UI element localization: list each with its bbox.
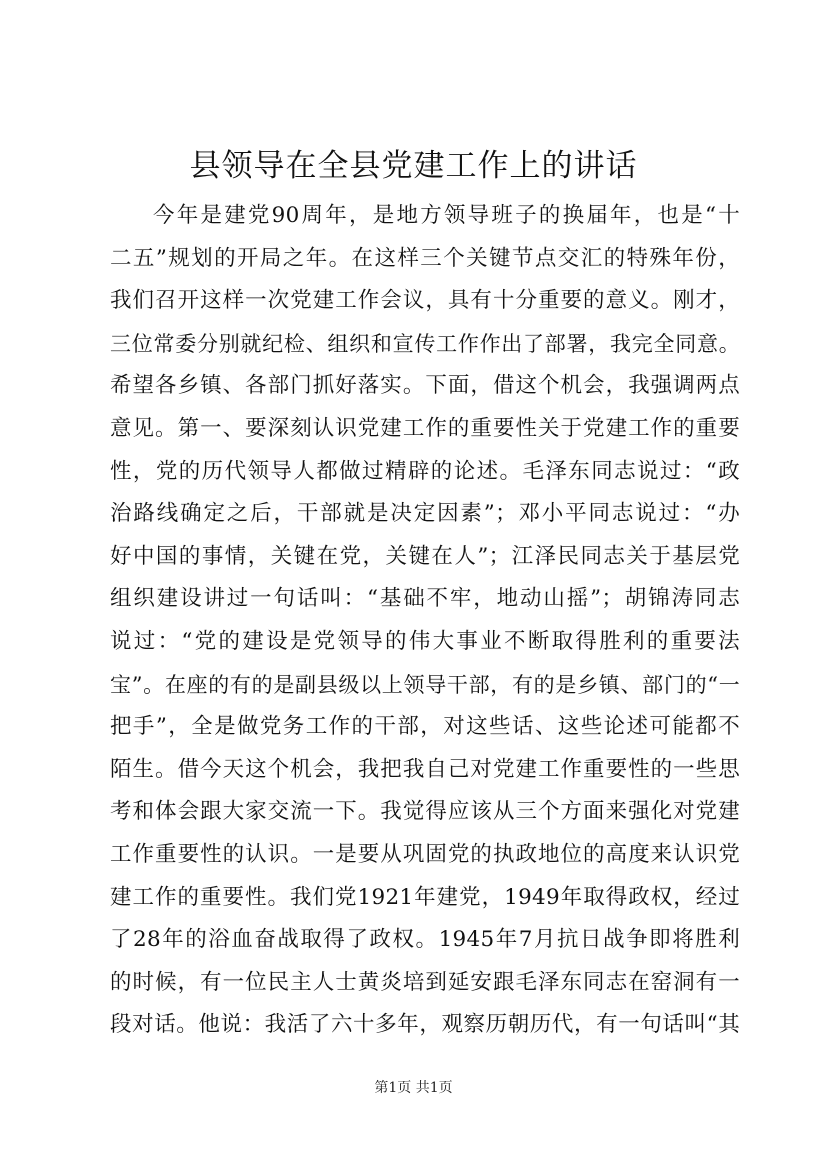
text-line: 宝”。在座的有的是副县级以上领导干部，有的是乡镇、部门的“一 <box>110 672 740 697</box>
text-line: 意见。第一、要深刻认识党建工作的重要性关于党建工作的重要 <box>110 415 740 441</box>
text-line: 把手”，全是做党务工作的干部，对这些话、这些论述可能都不 <box>110 714 740 740</box>
text-line: 今年是建党90周年，是地方领导班子的换届年，也是“十 <box>153 203 740 228</box>
body-text <box>110 195 740 1047</box>
text-line: 组织建设讲过一句话叫：“基础不牢，地动山摇”；胡锦涛同志 <box>110 586 740 612</box>
text-line: 考和体会跟大家交流一下。我觉得应该从三个方面来强化对党建 <box>110 799 740 825</box>
text-line: 工作重要性的认识。一是要从巩固党的执政地位的高度来认识党 <box>110 841 740 867</box>
text-line: 说过：“党的建设是党领导的伟大事业不断取得胜利的重要法 <box>110 628 740 654</box>
text-line: 三位常委分别就纪检、组织和宣传工作作出了部署，我完全同意。 <box>110 331 740 356</box>
text-line: 的时候，有一位民主人士黄炎培到延安跟毛泽东同志在窑洞有一 <box>110 969 740 995</box>
text-line: 希望各乡镇、各部门抓好落实。下面，借这个机会，我强调两点 <box>110 373 740 399</box>
text-line: 陌生。借今天这个机会，我把我自己对党建工作重要性的一些思 <box>110 756 740 782</box>
text-line: 我们召开这样一次党建工作会议，具有十分重要的意义。刚才， <box>110 288 740 314</box>
text-line: 二五”规划的开局之年。在这样三个关键节点交汇的特殊年份， <box>110 245 740 271</box>
text-line: 了28年的浴血奋战取得了政权。1945年7月抗日战争即将胜利 <box>110 927 740 953</box>
text-line: 段对话。他说：我活了六十多年，观察历朝历代，有一句话叫“其 <box>110 1012 740 1038</box>
page-number-footer: 第1页 共1页 <box>374 1080 453 1096</box>
text-line: 好中国的事情，关键在党，关键在人”；江泽民同志关于基层党 <box>110 543 740 569</box>
document-title: 县领导在全县党建工作上的讲话 <box>189 148 638 184</box>
text-line: 治路线确定之后，干部就是决定因素”；邓小平同志说过：“办 <box>110 501 740 527</box>
text-line: 性，党的历代领导人都做过精辟的论述。毛泽东同志说过：“政 <box>110 458 740 484</box>
text-line: 建工作的重要性。我们党1921年建党，1949年取得政权，经过 <box>110 884 740 910</box>
